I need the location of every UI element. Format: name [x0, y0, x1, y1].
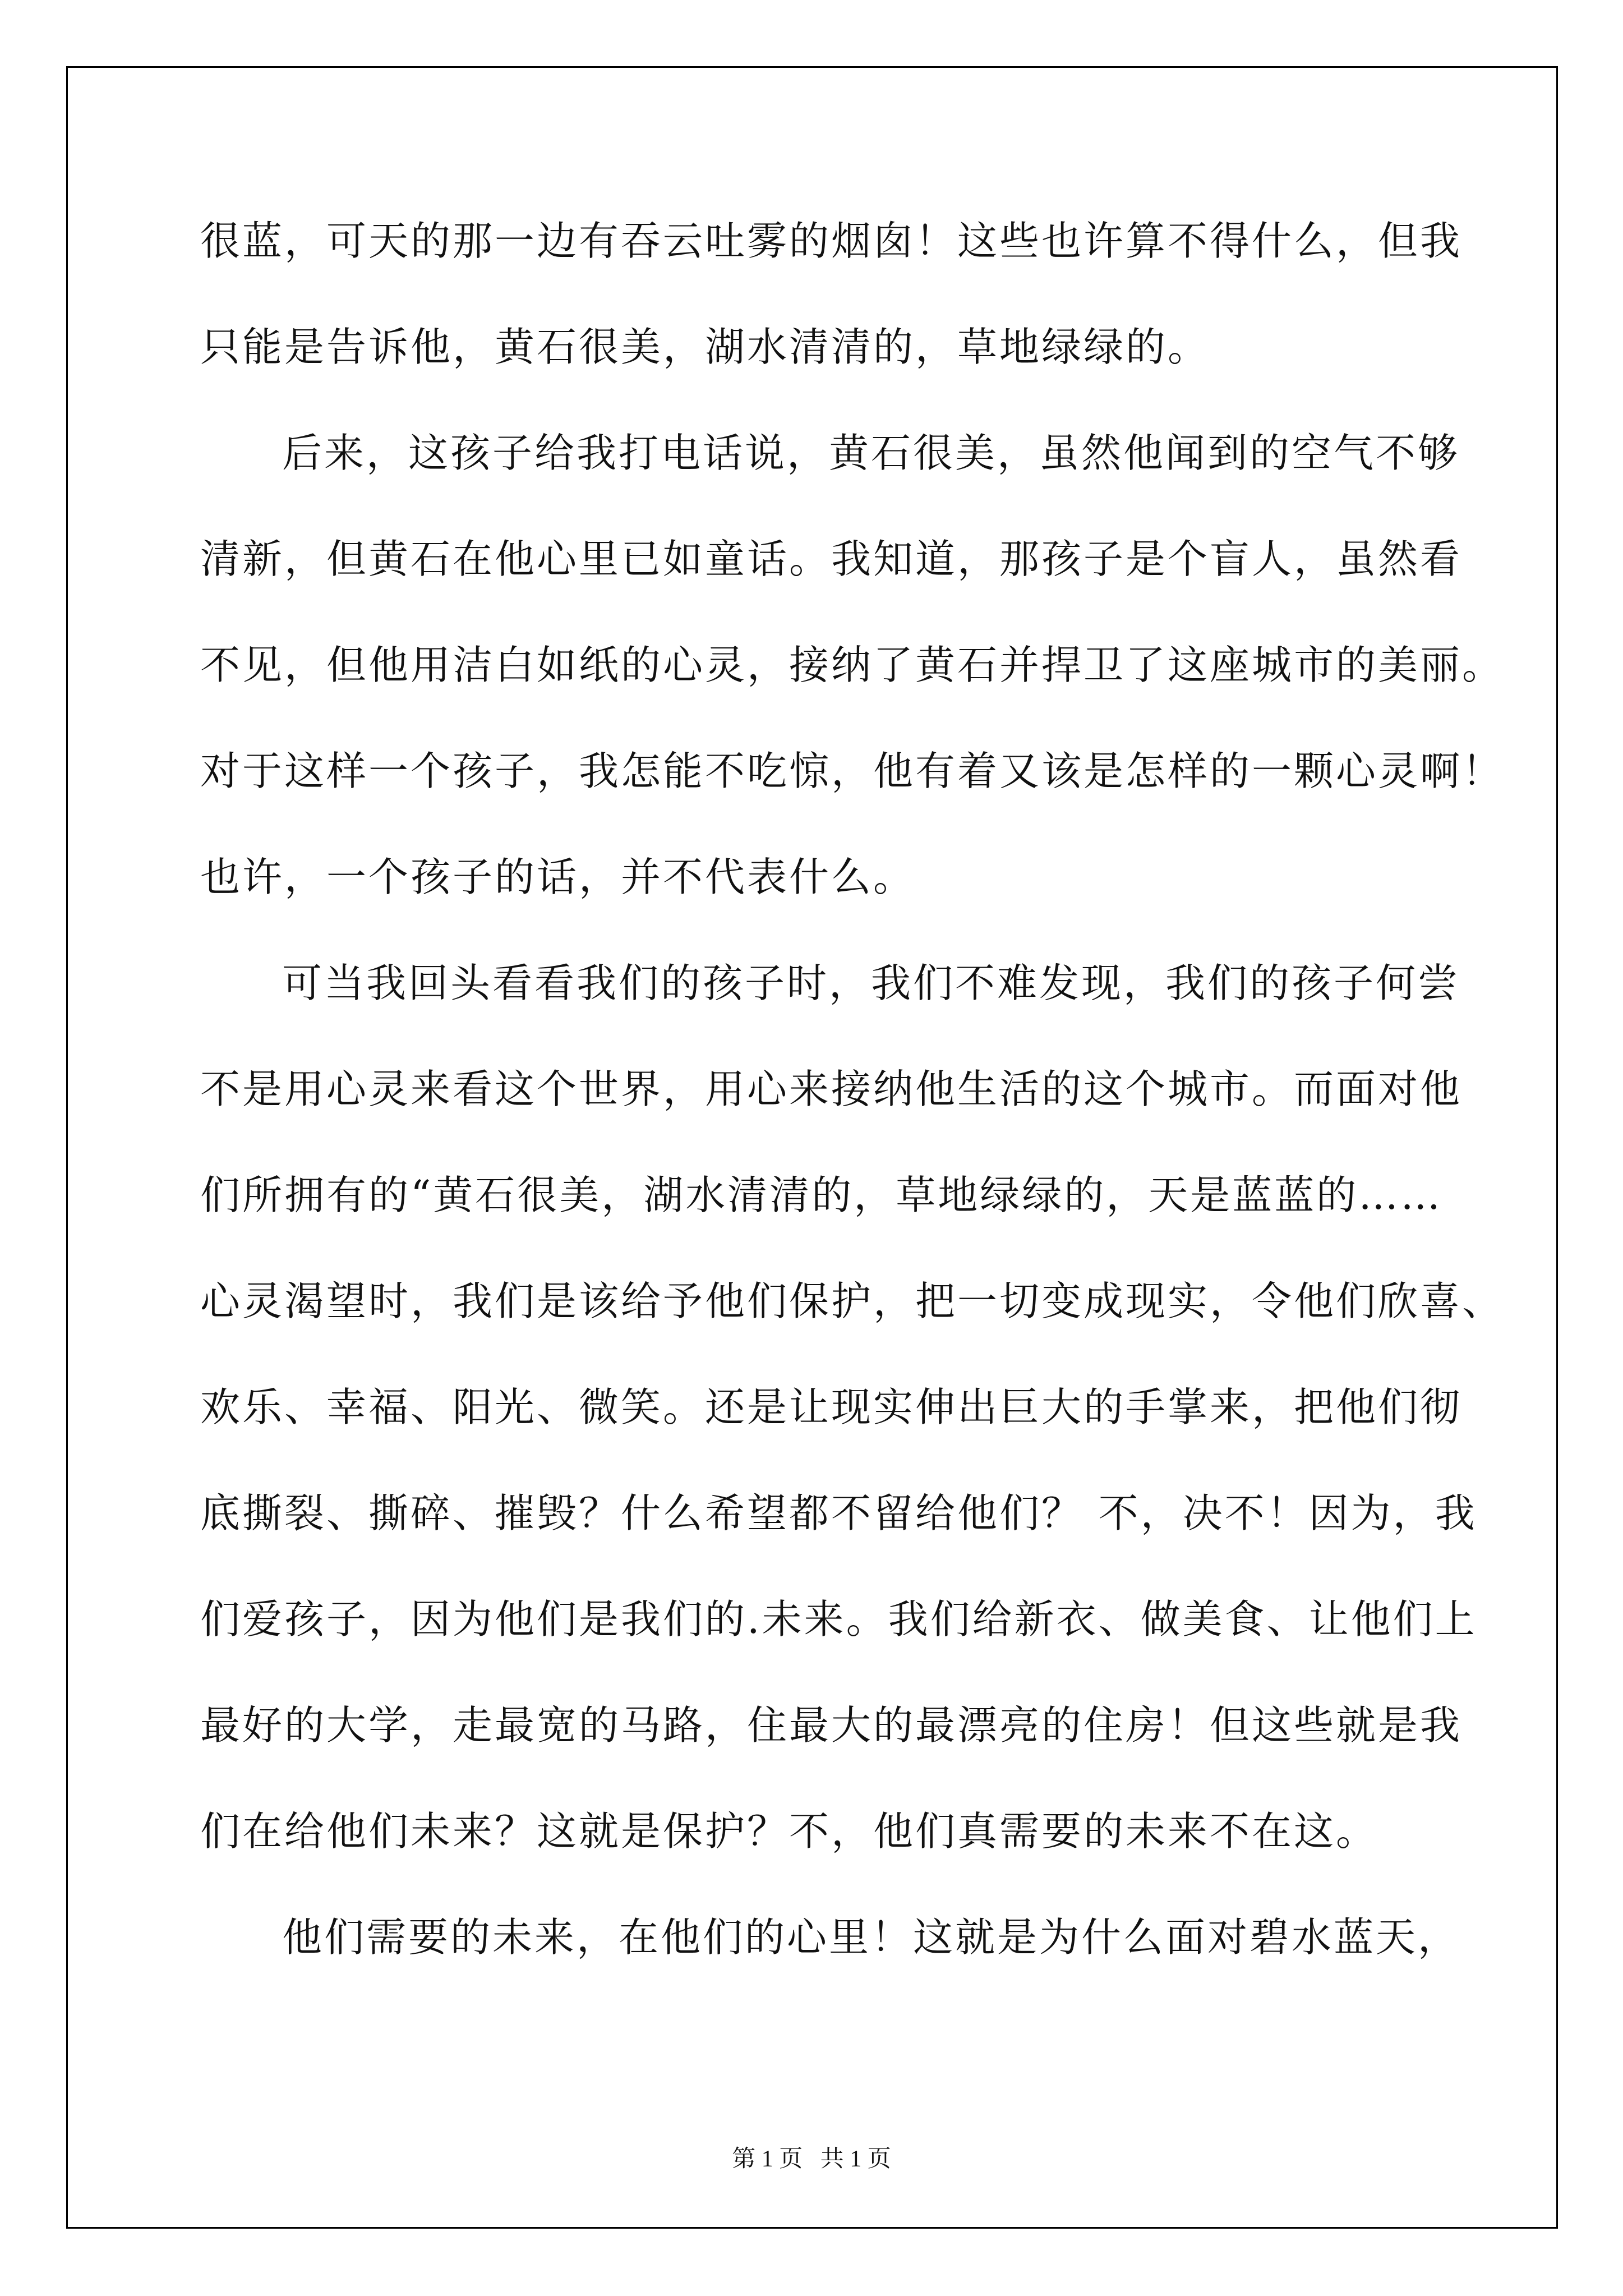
text-line: 不见，但他用洁白如纸的心灵，接纳了黄石并捍卫了这座城市的美丽。	[200, 642, 1505, 688]
text-line: 对于这样一个孩子，我怎能不吃惊，他有着又该是怎样的一颗心灵啊！	[200, 748, 1505, 794]
page-total: 共 1 页	[820, 2146, 891, 2172]
text-line: 底撕裂、撕碎、摧毁？什么希望都不留给他们？ 不，决不！因为，我	[200, 1490, 1477, 1536]
text-line: 们所拥有的“黄石很美，湖水清清的，草地绿绿的，天是蓝蓝的……	[200, 1172, 1443, 1218]
text-line: 他们需要的未来，在他们的心里！这就是为什么面对碧水蓝天，	[282, 1914, 1460, 1961]
text-line: 心灵渴望时，我们是该给予他们保护，把一切变成现实，令他们欣喜、	[200, 1278, 1505, 1324]
text-line: 清新，但黄石在他心里已如童话。我知道，那孩子是个盲人，虽然看	[200, 536, 1463, 582]
text-line: 们爱孩子，因为他们是我们的.未来。我们给新衣、做美食、让他们上	[200, 1596, 1477, 1642]
text-line: 只能是告诉他，黄石很美，湖水清清的，草地绿绿的。	[200, 324, 1210, 370]
document-body	[200, 214, 1505, 2017]
text-line: 后来，这孩子给我打电话说，黄石很美，虽然他闻到的空气不够	[282, 430, 1460, 476]
text-line: 可当我回头看看我们的孩子时，我们不难发现，我们的孩子何尝	[282, 960, 1460, 1006]
page-number: 第 1 页	[732, 2146, 803, 2172]
text-line: 也许，一个孩子的话，并不代表什么。	[200, 854, 916, 900]
text-line: 最好的大学，走最宽的马路，住最大的最漂亮的住房！但这些就是我	[200, 1702, 1463, 1749]
text-line: 欢乐、幸福、阳光、微笑。还是让现实伸出巨大的手掌来，把他们彻	[200, 1384, 1463, 1430]
text-line: 很蓝，可天的那一边有吞云吐雾的烟囱！这些也许算不得什么，但我	[200, 218, 1463, 264]
page-footer	[0, 2140, 1623, 2174]
text-line: 们在给他们未来？这就是保护？不，他们真需要的未来不在这。	[200, 1808, 1378, 1855]
text-line: 不是用心灵来看这个世界，用心来接纳他生活的这个城市。而面对他	[200, 1066, 1463, 1112]
